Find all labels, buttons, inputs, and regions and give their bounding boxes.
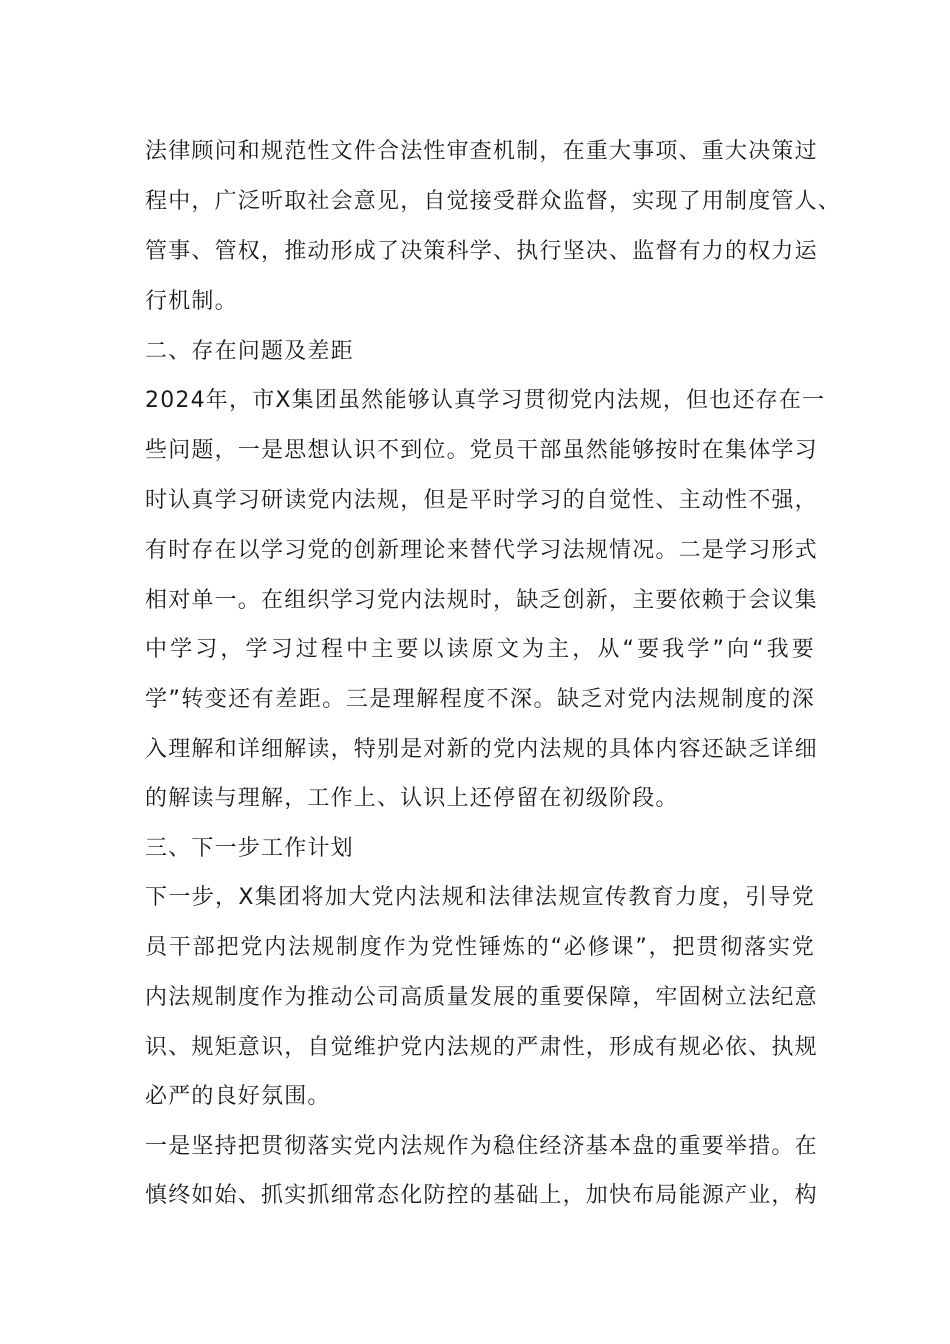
text-line: 下一步，X集团将加大党内法规和法律法规宣传教育力度，引导党 [145,885,815,910]
text-line: 行机制。 [145,289,238,314]
text-line: 入理解和详细解读，特别是对新的党内法规的具体内容还缺乏详细 [145,737,818,762]
section-heading: 三、下一步工作计划 [145,836,354,861]
text-line: 内法规制度作为推动公司高质量发展的重要保障，牢固树立法纪意 [145,985,818,1010]
text-line: 必严的良好氛围。 [145,1084,331,1109]
section-heading: 二、存在问题及差距 [145,339,354,364]
text-line: 相对单一。在组织学习党内法规时，缺乏创新，主要依赖于会议集 [145,588,818,613]
text-line: 有时存在以学习党的创新理论来替代学习法规情况。二是学习形式 [145,538,818,563]
text-line: 管事、管权，推动形成了决策科学、执行坚决、监督有力的权力运 [145,239,818,264]
text-line: 一是坚持把贯彻落实党内法规作为稳住经济基本盘的重要举措。在 [145,1134,818,1159]
text-line: 2024年，市X集团虽然能够认真学习贯彻党内法规，但也还存在一 [145,388,826,413]
text-line: 的解读与理解，工作上、认识上还停留在初级阶段。 [145,786,679,811]
text-line: 识、规矩意识，自觉维护党内法规的严肃性，形成有规必依、执规 [145,1035,818,1060]
text-line: 法律顾问和规范性文件合法性审查机制，在重大事项、重大决策过 [145,139,818,164]
text-line: 中学习，学习过程中主要以读原文为主，从“要我学”向“我要 [145,637,815,662]
text-line: 员干部把党内法规制度作为党性锤炼的“必修课”，把贯彻落实党 [145,935,815,960]
text-line: 慎终如始、抓实抓细常态化防控的基础上，加快布局能源产业，构 [145,1183,818,1208]
text-line: 学”转变还有差距。三是理解程度不深。缺乏对党内法规制度的深 [145,687,815,712]
text-line: 程中，广泛听取社会意见，自觉接受群众监督，实现了用制度管人、 [145,189,842,214]
text-line: 些问题，一是思想认识不到位。党员干部虽然能够按时在集体学习 [145,438,818,463]
text-line: 时认真学习研读党内法规，但是平时学习的自觉性、主动性不强， [145,488,818,513]
